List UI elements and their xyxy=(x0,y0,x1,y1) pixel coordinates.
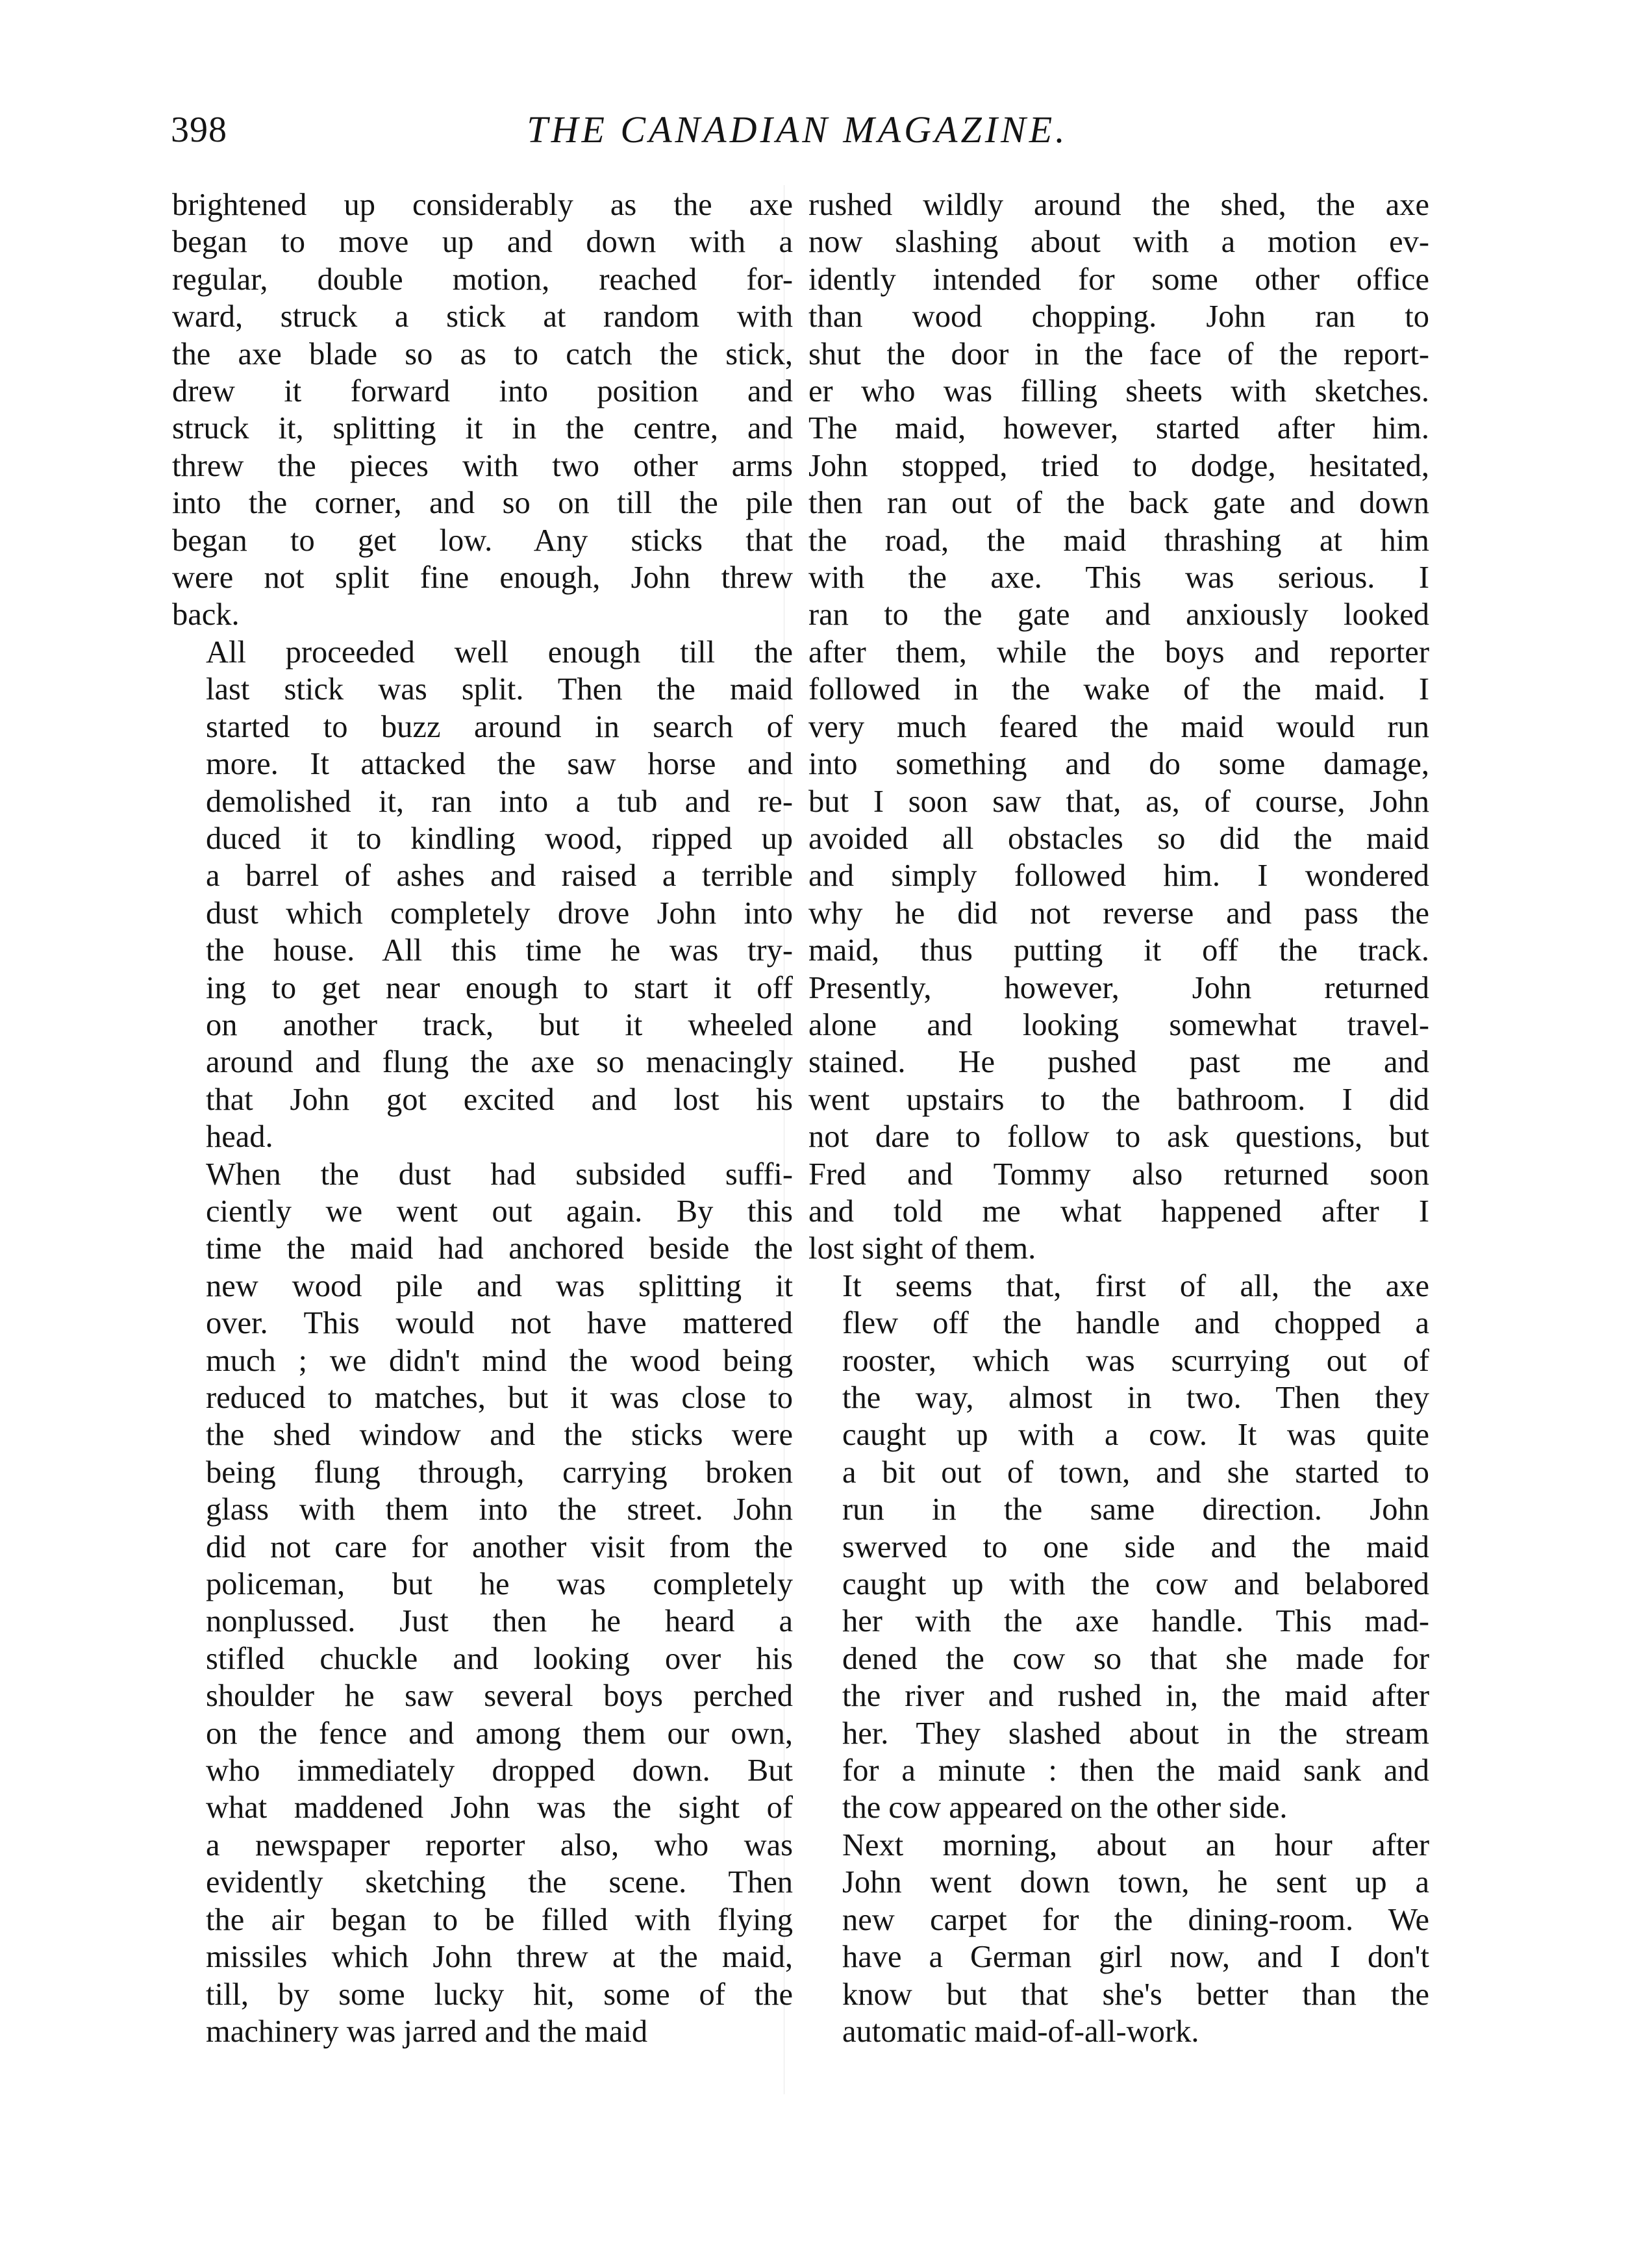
text-line: stained. He pushed past me and xyxy=(808,1045,1429,1080)
text-line: reduced to matches, but it was close to xyxy=(206,1381,793,1415)
text-line: what maddened John was the sight of xyxy=(206,1790,793,1825)
text-line: then ran out of the back gate and down xyxy=(808,486,1429,521)
text-line: over. This would not have mattered xyxy=(206,1306,793,1341)
text-line: a bit out of town, and she started to xyxy=(842,1455,1429,1490)
text-line: shut the door in the face of the report- xyxy=(808,336,1429,371)
text-line: than wood chopping. John ran to xyxy=(808,299,1429,334)
text-line: John went down town, he sent up a xyxy=(842,1865,1429,1900)
text-line: automatic maid-of-all-work. xyxy=(842,2014,1199,2049)
text-line: new carpet for the dining-room. We xyxy=(842,1902,1429,1937)
text-line: back. xyxy=(172,597,240,633)
text-line: duced it to kindling wood, ripped up xyxy=(206,821,793,856)
text-line: the river and rushed in, the maid after xyxy=(842,1679,1429,1714)
text-line: who immediately dropped down. But xyxy=(206,1753,793,1788)
text-line: avoided all obstacles so did the maid xyxy=(808,821,1429,856)
text-line: the way, almost in two. Then they xyxy=(842,1381,1429,1415)
text-line: but I soon saw that, as, of course, John xyxy=(808,784,1429,819)
text-line: very much feared the maid would run xyxy=(808,709,1429,744)
text-line: time the maid had anchored beside the xyxy=(206,1231,793,1266)
text-line: er who was filling sheets with sketches. xyxy=(808,374,1429,409)
text-line: around and flung the axe so menacingly xyxy=(206,1045,793,1080)
page-header xyxy=(171,107,1424,166)
text-line: and told me what happened after I xyxy=(808,1194,1429,1229)
text-line: missiles which John threw at the maid, xyxy=(206,1940,793,1975)
text-line: followed in the wake of the maid. I xyxy=(808,672,1429,707)
text-line: know but that she's better than the xyxy=(842,1977,1429,2012)
text-line: regular, double motion, reached for- xyxy=(172,262,793,297)
paragraph xyxy=(808,186,1429,1268)
text-line: the house. All this time he was try- xyxy=(206,933,793,968)
text-line: did not care for another visit from the xyxy=(206,1529,793,1564)
text-line: caught up with a cow. It was quite xyxy=(842,1418,1429,1453)
text-line: threw the pieces with two other arms xyxy=(172,448,793,483)
text-line: caught up with the cow and belabored xyxy=(842,1567,1429,1602)
text-line: till, by some lucky hit, some of the xyxy=(206,1977,793,2012)
text-line: now slashing about with a motion ev- xyxy=(808,225,1429,260)
text-line: the air began to be filled with flying xyxy=(206,1902,793,1937)
text-line: glass with them into the street. John xyxy=(206,1492,793,1527)
text-line: into something and do some damage, xyxy=(808,747,1429,782)
text-line: lost sight of them. xyxy=(808,1231,1036,1266)
text-line: ing to get near enough to start it off xyxy=(206,970,793,1005)
running-head: THE CANADIAN MAGAZINE. xyxy=(527,108,1068,151)
text-line: ciently we went out again. By this xyxy=(206,1194,793,1229)
text-line: the road, the maid thrashing at him xyxy=(808,523,1429,558)
text-line: were not split fine enough, John threw xyxy=(172,560,793,595)
text-line: with the axe. This was serious. I xyxy=(808,560,1429,595)
text-line: evidently sketching the scene. Then xyxy=(206,1865,793,1900)
text-line: on another track, but it wheeled xyxy=(206,1007,793,1042)
text-line: flew off the handle and chopped a xyxy=(842,1306,1429,1341)
text-line: head. xyxy=(206,1120,273,1155)
text-line: dust which completely drove John into xyxy=(206,896,793,931)
text-line: alone and looking somewhat travel- xyxy=(808,1007,1429,1042)
text-line: machinery was jarred and the maid xyxy=(206,2014,648,2049)
text-line: a barrel of ashes and raised a terrible xyxy=(206,858,793,894)
text-line: much ; we didn't mind the wood being xyxy=(206,1343,793,1378)
text-line: a newspaper reporter also, who was xyxy=(206,1827,793,1862)
text-line: not dare to follow to ask questions, but xyxy=(808,1120,1429,1155)
text-line: drew it forward into position and xyxy=(172,374,793,409)
right-column xyxy=(808,186,1429,2050)
text-line: rushed wildly around the shed, the axe xyxy=(808,188,1429,222)
text-line: began to get low. Any sticks that xyxy=(172,523,793,558)
text-line: nonplussed. Just then he heard a xyxy=(206,1604,793,1639)
text-line: that John got excited and lost his xyxy=(206,1082,793,1117)
text-line: into the corner, and so on till the pile xyxy=(172,486,793,521)
text-line: rooster, which was scurrying out of xyxy=(842,1343,1429,1378)
text-line: It seems that, first of all, the axe xyxy=(842,1268,1429,1303)
text-line: on the fence and among them our own, xyxy=(206,1716,793,1751)
text-line: stifled chuckle and looking over his xyxy=(206,1641,793,1676)
text-line: being flung through, carrying broken xyxy=(206,1455,793,1490)
text-line: the cow appeared on the other side. xyxy=(842,1790,1288,1825)
text-line: demolished it, ran into a tub and re- xyxy=(206,784,793,819)
text-line: for a minute : then the maid sank and xyxy=(842,1753,1429,1788)
text-line: run in the same direction. John xyxy=(842,1492,1429,1527)
paragraph xyxy=(172,186,793,634)
text-line: the shed window and the sticks were xyxy=(206,1418,793,1453)
text-line: her with the axe handle. This mad- xyxy=(842,1604,1429,1639)
text-line: idently intended for some other office xyxy=(808,262,1429,297)
left-column xyxy=(172,186,793,2050)
paragraph xyxy=(172,634,793,1156)
text-line: and simply followed him. I wondered xyxy=(808,858,1429,894)
text-line: When the dust had subsided suffi- xyxy=(206,1157,793,1192)
text-line: went upstairs to the bathroom. I did xyxy=(808,1082,1429,1117)
text-line: started to buzz around in search of xyxy=(206,709,793,744)
paragraph xyxy=(808,1827,1429,2050)
text-line: Presently, however, John returned xyxy=(808,970,1429,1005)
text-line: the axe blade so as to catch the stick, xyxy=(172,336,793,371)
paragraph xyxy=(172,1156,793,2051)
text-line: ward, struck a stick at random with xyxy=(172,299,793,334)
text-line: shoulder he saw several boys perched xyxy=(206,1679,793,1714)
text-line: ran to the gate and anxiously looked xyxy=(808,597,1429,633)
text-line: new wood pile and was splitting it xyxy=(206,1268,793,1303)
text-line: brightened up considerably as the axe xyxy=(172,188,793,222)
text-line: dened the cow so that she made for xyxy=(842,1641,1429,1676)
text-line: All proceeded well enough till the xyxy=(206,634,793,670)
text-line: The maid, however, started after him. xyxy=(808,411,1429,446)
text-line: have a German girl now, and I don't xyxy=(842,1940,1429,1975)
text-line: her. They slashed about in the stream xyxy=(842,1716,1429,1751)
text-line: struck it, splitting it in the centre, and xyxy=(172,411,793,446)
text-line: Next morning, about an hour after xyxy=(842,1827,1429,1862)
text-line: began to move up and down with a xyxy=(172,225,793,260)
text-line: more. It attacked the saw horse and xyxy=(206,747,793,782)
text-line: Fred and Tommy also returned soon xyxy=(808,1157,1429,1192)
text-line: after them, while the boys and reporter xyxy=(808,634,1429,670)
page-number: 398 xyxy=(171,110,227,150)
text-line: swerved to one side and the maid xyxy=(842,1529,1429,1564)
text-line: John stopped, tried to dodge, hesitated, xyxy=(808,448,1429,483)
text-line: last stick was split. Then the maid xyxy=(206,672,793,707)
text-line: maid, thus putting it off the track. xyxy=(808,933,1429,968)
text-line: why he did not reverse and pass the xyxy=(808,896,1429,931)
paragraph xyxy=(808,1268,1429,1827)
text-line: policeman, but he was completely xyxy=(206,1567,793,1602)
